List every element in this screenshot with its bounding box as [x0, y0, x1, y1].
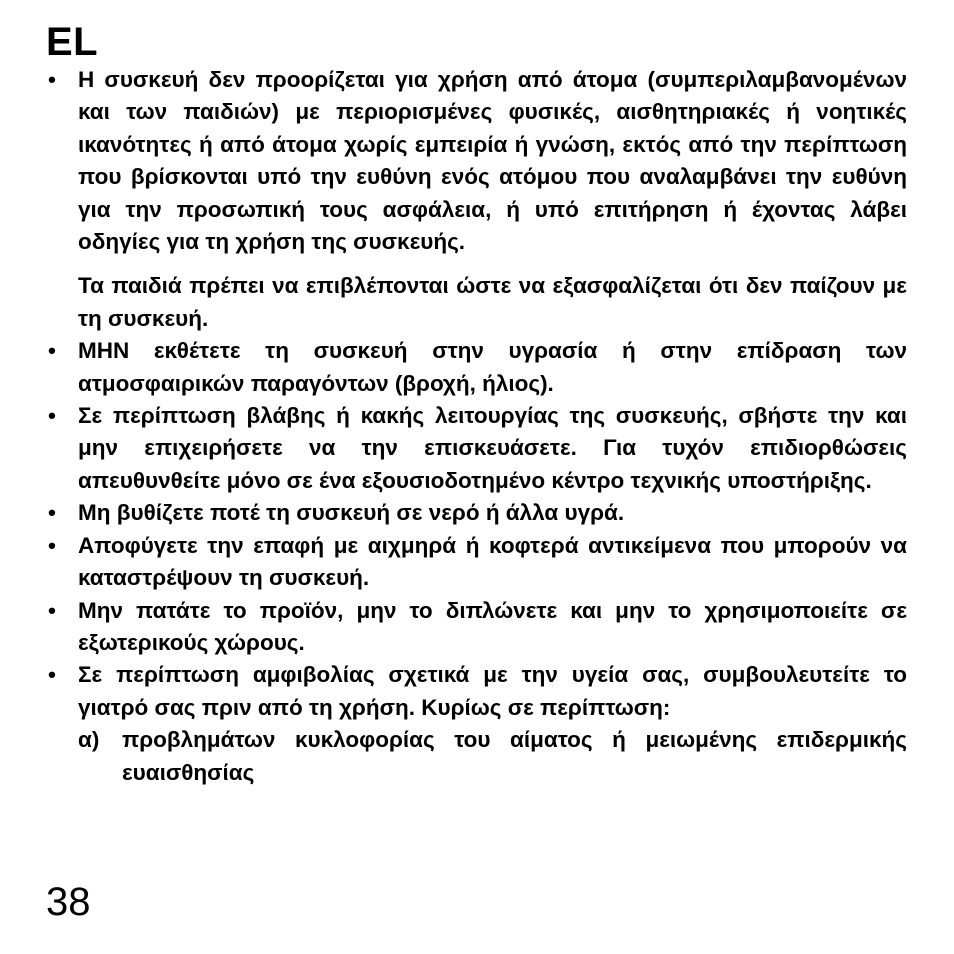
item-paragraph: Σε περίπτωση αμφιβολίας σχετικά με την υγεία σας, συμβουλευτείτε το γιατρό σας πριν από τη χρήση. Κυρίως σε περίπτωση: [78, 662, 907, 720]
bullet-icon: • [48, 67, 56, 92]
item-paragraph: Μη βυθίζετε ποτέ τη συσκευή σε νερό ή άλλα υγρά. [78, 500, 625, 526]
bullet-icon: • [48, 403, 56, 429]
bullet-icon: • [48, 597, 56, 623]
list-item [46, 335, 907, 400]
item-paragraph: Σε περίπτωση βλάβης ή κακής λειτουργίας της συσκευής, σβήστε την και μην επιχειρήσετε να την επισκευάσετε. Για τυχόν επιδιορθώσεις απευθυνθείτε μόνο σε ένα εξουσιοδοτημένο κέντρο τεχνικής υποστήριξης. [78, 403, 907, 493]
bullet-icon: • [48, 338, 56, 364]
sub-item-marker: α) [78, 727, 100, 753]
item-paragraph: Τα παιδιά πρέπει να επιβλέπονται ώστε να εξασφαλίζεται ότι δεν παίζουν με τη συσκευή. [78, 273, 907, 331]
list-item [46, 64, 907, 335]
list-item [46, 595, 907, 660]
language-code-heading: EL [46, 20, 99, 64]
item-paragraph: Μην πατάτε το προϊόν, μην το διπλώνετε και μην το χρησιμοποιείτε σε εξωτερικούς χώρους. [78, 597, 907, 655]
list-item [46, 659, 907, 724]
instructions-body [46, 64, 907, 789]
sub-list-item [46, 724, 907, 789]
item-paragraph: Αποφύγετε την επαφή με αιχμηρά ή κοφτερά αντικείμενα που μπορούν να καταστρέψουν τη συσκευή. [78, 532, 907, 591]
bullet-icon: • [48, 500, 56, 526]
item-paragraph: ΜΗΝ εκθέτετε τη συσκευή στην υγρασία ή στην επίδραση των ατμοσφαιρικών παραγόντων (βροχή, ήλιος). [78, 338, 907, 396]
bullet-icon: • [48, 662, 56, 688]
item-paragraph: Η συσκευή δεν προορίζεται για χρήση από άτομα (συμπεριλαμβανομένων και των παιδιών) με περιορισμένες φυσικές, αισθητηριακές ή νοητικές ικανότητες ή από άτομα χωρίς εμπειρία ή γνώση, εκτός από την περίπτωση που βρίσκονται υπό την ευθύνη ενός ατόμου που αναλαμβάνει την ευθύνη για την προσωπική τους ασφάλεια, ή υπό επιτήρηση ή έχοντας λάβει οδηγίες για τη χρήση της συσκευής. [78, 67, 907, 255]
list-item [46, 400, 907, 497]
list-item [46, 497, 907, 529]
list-item [46, 530, 907, 595]
page-number: 38 [46, 880, 91, 924]
bullet-icon: • [48, 532, 56, 558]
sub-item-text: προβλημάτων κυκλοφορίας του αίματος ή μειωμένης επιδερμικής ευαισθησίας [122, 727, 907, 785]
